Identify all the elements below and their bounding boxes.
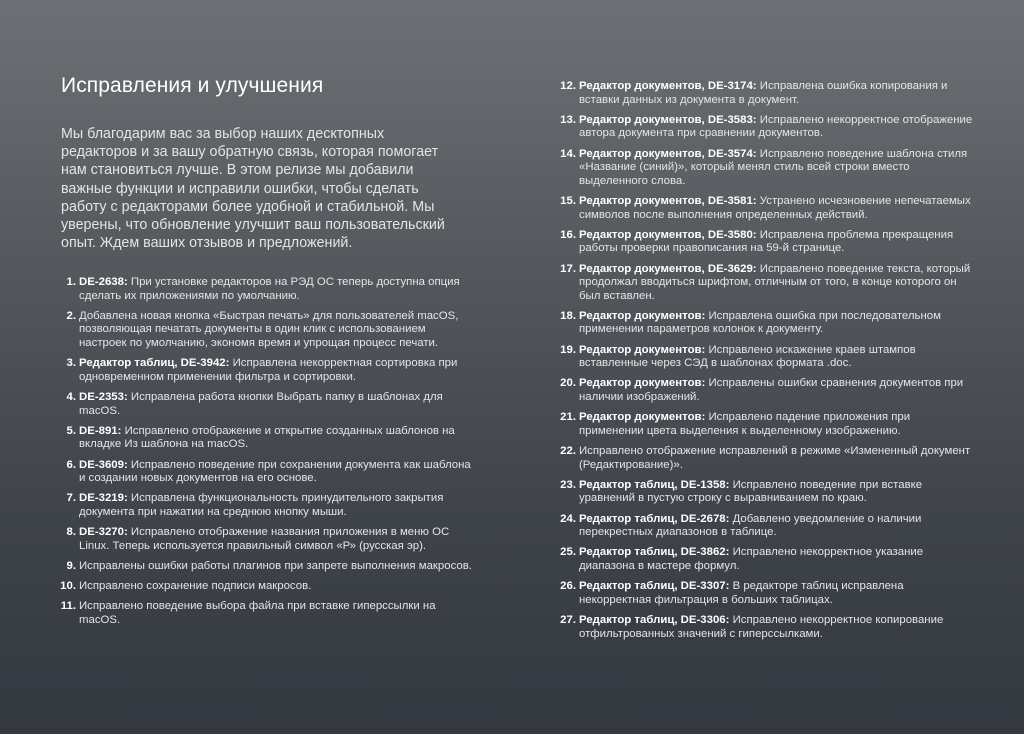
change-item <box>56 425 476 452</box>
change-item <box>556 411 976 438</box>
item-number: 25. <box>560 546 576 559</box>
item-number: 5. <box>66 424 76 437</box>
change-item <box>56 459 476 486</box>
item-text: Исправлено сохранение подписи макросов. <box>79 580 312 593</box>
change-item <box>556 546 976 573</box>
change-item <box>556 344 976 371</box>
change-item <box>556 445 976 472</box>
change-item <box>556 229 976 256</box>
item-text: Исправлено падение приложения при применении цвета выделения к выделенному изображению. <box>579 411 911 437</box>
item-text: Добавлено уведомление о наличии перекрестных диапазонов в таблице. <box>579 512 922 539</box>
item-number: 2. <box>66 309 76 322</box>
change-item <box>556 310 976 337</box>
item-text: Исправлены ошибки работы плагинов при запрете выполнения макросов. <box>79 559 472 572</box>
item-lead: DE-2638: <box>79 276 128 288</box>
item-lead: Редактор документов, DE-3583: <box>579 113 757 126</box>
item-text: При установке редакторов на РЭД ОС теперь доступна опция сделать их приложениями по умолчанию. <box>79 276 460 302</box>
item-number: 23. <box>560 478 576 491</box>
item-number: 20. <box>560 377 576 390</box>
item-lead: Редактор таблиц, DE-2678: <box>579 512 730 525</box>
item-number: 3. <box>66 357 76 370</box>
change-item <box>556 580 976 607</box>
item-number: 10. <box>60 580 76 593</box>
item-text: Устранено исчезновение непечатаемых символов после выполнения определенных действий. <box>579 194 971 221</box>
item-number: 8. <box>66 526 76 539</box>
change-item <box>556 195 976 222</box>
change-item <box>556 114 976 141</box>
item-number: 4. <box>66 390 76 403</box>
item-number: 24. <box>560 512 576 525</box>
item-text: Исправлено отображение исправлений в режиме «Измененный документ (Редактирование)». <box>579 445 971 471</box>
item-lead: Редактор таблиц, DE-3306: <box>579 613 730 626</box>
item-text: Исправлено искажение краев штампов вставленные через СЭД в шаблонах формата .doc. <box>579 343 916 370</box>
item-number: 9. <box>66 559 76 572</box>
item-number: 6. <box>66 458 76 471</box>
intro-paragraph: Мы благодарим вас за выбор наших десктопных редакторов и за вашу обратную связь, которая помогает нам становиться лучше. В этом релизе мы добавили важные функции и исправили ошибки, чтобы сделать работу с редакторами более удобной и стабильной. Мы уверены, что обновление улучшит ваш пользовательский опыт. Ждем ваших отзывов и предложений. <box>61 126 445 252</box>
item-text: Исправлено поведение шаблона стиля «Название (синий)», который менял стиль всей строки вместо выделенного слова. <box>579 147 968 187</box>
change-item <box>556 377 976 404</box>
change-item <box>556 148 976 189</box>
item-lead: Редактор документов: <box>579 309 706 322</box>
item-lead: DE-891: <box>79 424 122 437</box>
item-text: Исправлено некорректное указание диапазона в мастере формул. <box>579 546 924 572</box>
item-text: Исправлено поведение при сохранении документа как шаблона и создании новых документов на его основе. <box>79 458 471 485</box>
item-text: Исправлено некорректное копирование отфильтрованных значений с гиперссылками. <box>579 613 944 640</box>
item-text: Исправлена некорректная сортировка при одновременном применении фильтра и сортировки. <box>79 357 458 383</box>
item-text: Исправлена проблема прекращения работы проверки правописания на 59-й странице. <box>579 228 954 255</box>
item-text: Добавлена новая кнопка «Быстрая печать» для пользователей macOS, позволяющая печатать документы в один клик с использованием настроек по умолчанию, экономя время и упрощая процесс печати. <box>79 309 459 349</box>
item-lead: Редактор таблиц, DE-3942: <box>79 357 230 370</box>
item-text: Исправлено некорректное отображение автора документа при сравнении документов. <box>579 113 973 140</box>
item-number: 15. <box>560 194 576 207</box>
page-title: Исправления и улучшения <box>61 74 324 97</box>
change-item <box>556 513 976 540</box>
item-number: 21. <box>560 411 576 424</box>
item-number: 22. <box>560 445 576 457</box>
item-lead: Редактор таблиц, DE-3862: <box>579 546 730 559</box>
item-text: Исправлена функциональность принудительного закрытия документа при нажатии на среднюю кнопку мыши. <box>79 492 444 518</box>
item-number: 16. <box>560 228 576 241</box>
item-number: 14. <box>560 147 576 160</box>
change-item <box>556 614 976 641</box>
change-item <box>56 580 476 594</box>
item-text: Исправлено поведение текста, который продолжал вводиться шрифтом, отличным от того, в конце которого он был вставлен. <box>579 262 971 302</box>
item-text: Исправлено поведение при вставке уравнений в пустую строку с выравниванием по краю. <box>579 478 923 505</box>
item-lead: Редактор таблиц, DE-1358: <box>579 478 730 491</box>
item-number: 12. <box>560 80 576 92</box>
item-lead: Редактор документов: <box>579 411 706 424</box>
item-lead: Редактор документов: <box>579 377 706 390</box>
item-lead: Редактор документов, DE-3581: <box>579 194 757 207</box>
item-number: 17. <box>560 262 576 275</box>
change-item <box>56 526 476 553</box>
changes-list-left <box>56 276 476 634</box>
change-item <box>56 492 476 519</box>
item-text: Исправлены ошибки сравнения документов при наличии изображений. <box>579 377 964 404</box>
item-lead: Редактор документов, DE-3174: <box>579 80 757 92</box>
change-item <box>56 276 476 303</box>
item-text: В редакторе таблиц исправлена некорректная фильтрация в больших таблицах. <box>579 580 904 606</box>
change-item <box>56 600 476 627</box>
change-item <box>556 263 976 304</box>
item-lead: Редактор документов: <box>579 343 706 356</box>
item-text: Исправлена ошибка копирования и вставки данных из документа в документ. <box>579 80 948 106</box>
item-text: Исправлено поведение выбора файла при вставке гиперссылки на macOS. <box>79 600 436 626</box>
item-number: 11. <box>60 600 76 613</box>
change-item <box>556 479 976 506</box>
change-item <box>56 560 476 574</box>
item-lead: DE-3609: <box>79 458 128 471</box>
item-lead: Редактор документов, DE-3580: <box>579 228 757 241</box>
item-number: 13. <box>560 113 576 126</box>
item-number: 27. <box>560 613 576 626</box>
item-number: 26. <box>560 580 576 593</box>
item-number: 19. <box>560 343 576 356</box>
item-text: Исправлено отображение и открытие созданных шаблонов на вкладке Из шаблона на macOS. <box>79 424 455 451</box>
item-number: 7. <box>66 492 76 505</box>
change-item <box>556 80 976 107</box>
changes-list-right <box>556 80 976 648</box>
item-text: Исправлена работа кнопки Выбрать папку в шаблонах для macOS. <box>79 390 443 417</box>
item-text: Исправлена ошибка при последовательном применении параметров колонок к документу. <box>579 309 941 336</box>
change-item <box>56 357 476 384</box>
item-lead: DE-2353: <box>79 390 128 403</box>
change-item <box>56 391 476 418</box>
item-number: 18. <box>560 309 576 322</box>
item-lead: DE-3270: <box>79 526 128 539</box>
item-lead: DE-3219: <box>79 492 128 505</box>
change-item <box>56 310 476 351</box>
item-lead: Редактор документов, DE-3629: <box>579 262 757 275</box>
item-lead: Редактор таблиц, DE-3307: <box>579 580 730 593</box>
item-lead: Редактор документов, DE-3574: <box>579 147 757 160</box>
item-number: 1. <box>66 276 76 288</box>
item-text: Исправлено отображение названия приложения в меню ОС Linux. Теперь используется правильный символ «Р» (русская эр). <box>79 526 450 552</box>
